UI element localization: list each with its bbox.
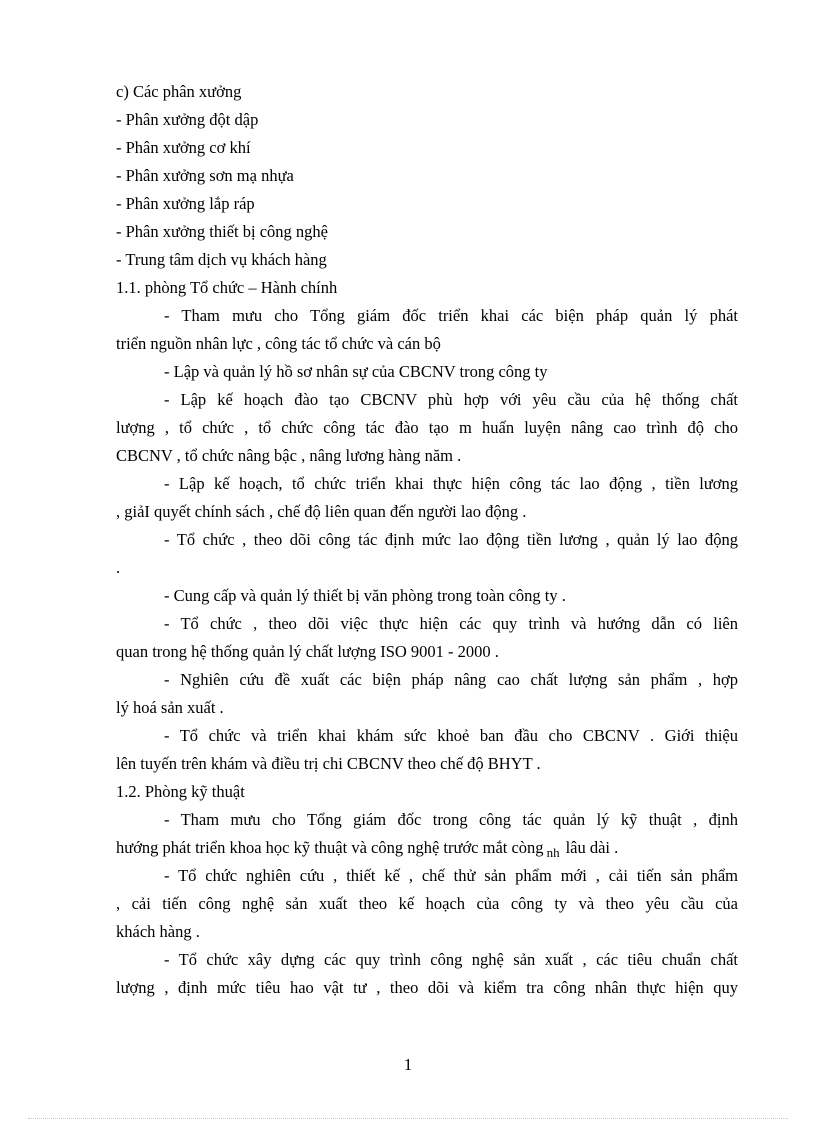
list-item: - Phân xưởng thiết bị công nghệ xyxy=(116,222,328,241)
paragraph-line: - Lập và quản lý hồ sơ nhân sự của CBCNV trong công ty xyxy=(164,362,548,381)
list-item: - Trung tâm dịch vụ khách hàng xyxy=(116,250,327,269)
heading-c-workshops: c) Các phân xưởng xyxy=(116,82,242,101)
paragraph-line: - Tổ chức nghiên cứu , thiết kế , chế thử sản phẩm mới , cải tiến sản phẩm xyxy=(164,866,738,885)
paragraph-line xyxy=(116,834,738,862)
subscript-fragment: nh xyxy=(546,845,560,860)
paragraph-line: lượng , định mức tiêu hao vật tư , theo dõi và kiểm tra công nhân thực hiện quy xyxy=(116,978,738,997)
paragraph-line: - Tham mưu cho Tổng giám đốc triển khai các biện pháp quản lý phát xyxy=(164,306,738,325)
paragraph-line: , giảI quyết chính sách , chế độ liên quan đến người lao động . xyxy=(116,502,527,521)
list-item: - Phân xưởng lắp ráp xyxy=(116,194,255,213)
paragraph-line: - Tổ chức và triển khai khám sức khoẻ ban đầu cho CBCNV . Giới thiệu xyxy=(164,726,738,745)
paragraph-text: hướng phát triển khoa học kỹ thuật và công nghệ trước mắt còng xyxy=(116,838,544,857)
list-item: - Phân xưởng đột dập xyxy=(116,110,259,129)
paragraph-line: quan trong hệ thống quản lý chất lượng ISO 9001 - 2000 . xyxy=(116,642,499,661)
paragraph-line: lên tuyến trên khám và điều trị chi CBCNV theo chế độ BHYT . xyxy=(116,754,541,773)
paragraph-line: khách hàng . xyxy=(116,922,200,941)
paragraph-line: - Tổ chức xây dựng các quy trình công nghệ sản xuất , các tiêu chuẩn chất xyxy=(164,950,738,969)
paragraph-line: - Tham mưu cho Tổng giám đốc trong công tác quản lý kỹ thuật , định xyxy=(164,810,738,829)
paragraph-text: lâu dài . xyxy=(565,838,619,857)
paragraph-line: - Lập kế hoạch đào tạo CBCNV phù hợp với yêu cầu của hệ thống chất xyxy=(164,390,738,409)
paragraph-line: , cải tiến công nghệ sản xuất theo kế hoạch của công ty và theo yêu cầu của xyxy=(116,894,738,913)
paragraph-line: lượng , tổ chức , tổ chức công tác đào tạo m huấn luyện nâng cao trình độ cho xyxy=(116,418,738,437)
paragraph-line: - Lập kế hoạch, tổ chức triển khai thực hiện công tác lao động , tiền lương xyxy=(164,474,738,493)
page-number: 1 xyxy=(403,1055,413,1074)
paragraph-line: . xyxy=(116,558,121,577)
section-heading-1-2: 1.2. Phòng kỹ thuật xyxy=(116,782,245,801)
paragraph-line: - Nghiên cứu đề xuất các biện pháp nâng cao chất lượng sản phẩm , hợp xyxy=(164,670,738,689)
page-bottom-divider xyxy=(28,1118,788,1119)
document-body xyxy=(116,78,738,1002)
list-item: - Phân xưởng sơn mạ nhựa xyxy=(116,166,294,185)
paragraph-line: - Tổ chức , theo dõi công tác định mức lao động tiền lương , quản lý lao động xyxy=(164,530,738,549)
list-item: - Phân xưởng cơ khí xyxy=(116,138,251,157)
section-heading-1-1: 1.1. phòng Tổ chức – Hành chính xyxy=(116,278,338,297)
paragraph-line: - Cung cấp và quản lý thiết bị văn phòng trong toàn công ty . xyxy=(164,586,566,605)
paragraph-line: triển nguồn nhân lực , công tác tổ chức và cán bộ xyxy=(116,334,441,353)
paragraph-line: lý hoá sản xuất . xyxy=(116,698,224,717)
paragraph-line: - Tổ chức , theo dõi việc thực hiện các quy trình và hướng dẫn có liên xyxy=(164,614,738,633)
paragraph-line: CBCNV , tổ chức nâng bậc , nâng lương hàng năm . xyxy=(116,446,462,465)
